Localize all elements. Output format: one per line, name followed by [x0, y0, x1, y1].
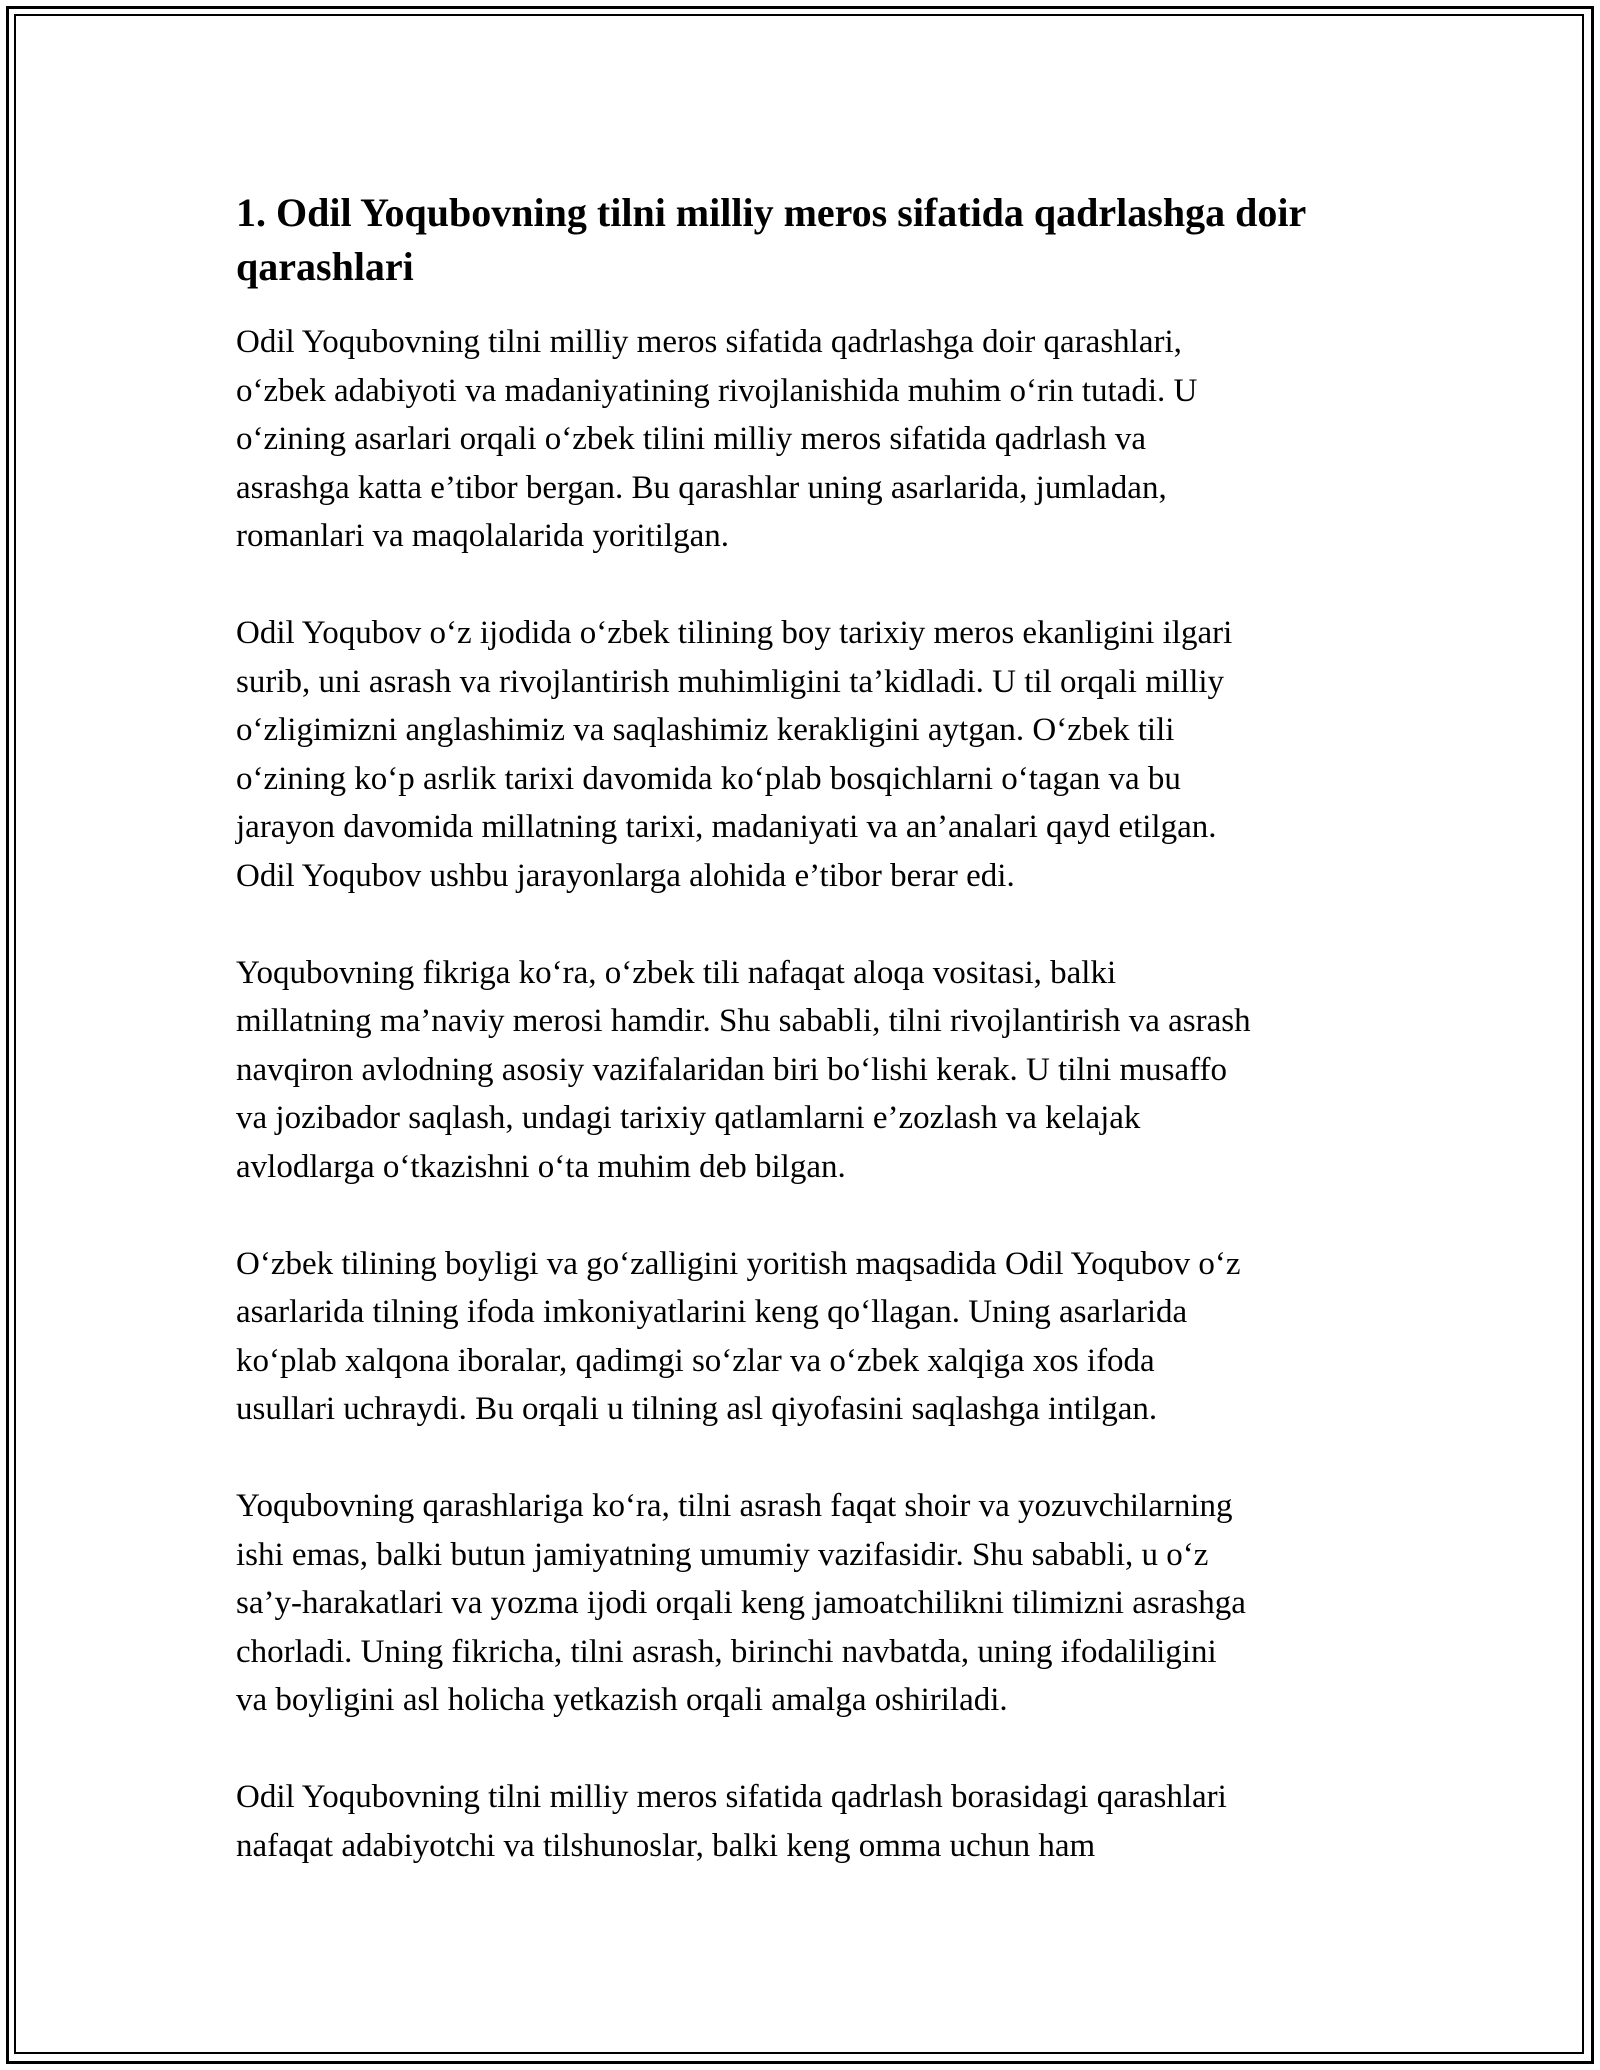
paragraph-2: Odil Yoqubov o‘z ijodida o‘zbek tilining boy tarixiy meros ekanligini ilgari surib, uni asrash va rivojlantirish muhimligini ta’kidladi. U til orqali milliy o‘zligimizni anglashimiz va saqlashimiz kerakligini aytgan. O‘zbek tili o‘zining ko‘p asrlik tarixi davomida ko‘plab bosqichlarni o‘tagan va bu jarayon davomida millatning tarixi, madaniyati va an’analari qayd etilgan. Odil Yoqubov ushbu jarayonlarga alohida e’tibor berar edi. — [236, 615, 1233, 894]
section-heading: 1. Odil Yoqubovning tilni milliy meros sifatida qadrlashga doir qarashlari — [236, 190, 1306, 289]
paragraph-3: Yoqubovning fikriga ko‘ra, o‘zbek tili nafaqat aloqa vositasi, balki millatning ma’naviy merosi hamdir. Shu sababli, tilni rivojlantirish va asrash navqiron avlodning asosiy vazifalaridan biri bo‘lishi kerak. U tilni musaffo va jozibador saqlash, undagi tarixiy qatlamlarni e’zozlash va kelajak avlodlarga o‘tkazishni o‘ta muhim deb bilgan. — [236, 954, 1251, 1185]
paragraph-4: O‘zbek tilining boyligi va go‘zalligini yoritish maqsadida Odil Yoqubov o‘z asarlarida tilning ifoda imkoniyatlarini keng qo‘llagan. Uning asarlarida ko‘plab xalqona iboralar, qadimgi so‘zlar va o‘zbek xalqiga xos ifoda usullari uchraydi. Bu orqali u tilning asl qiyofasini saqlashga intilgan. — [236, 1245, 1241, 1427]
paragraph-5: Yoqubovning qarashlariga ko‘ra, tilni asrash faqat shoir va yozuvchilarning ishi emas, balki butun jamiyatning umumiy vazifasidir. Shu sababli, u o‘z sa’y-harakatlari va yozma ijodi orqali keng jamoatchilikni tilimizni asrashga chorladi. Uning fikricha, tilni asrash, birinchi navbatda, uning ifodaliligini va boyligini asl holicha yetkazish orqali amalga oshiriladi. — [236, 1488, 1246, 1718]
paragraph-1: Odil Yoqubovning tilni milliy meros sifatida qadrlashga doir qarashlari, o‘zbek adabiyoti va madaniyatining rivojlanishida muhim o‘rin tutadi. U o‘zining asarlari orqali o‘zbek tilini milliy meros sifatida qadrlash va asrashga katta e’tibor bergan. Bu qarashlar uning asarlarida, jumladan, romanlari va maqolalarida yoritilgan. — [236, 324, 1198, 554]
paragraph-6: Odil Yoqubovning tilni milliy meros sifatida qadrlash borasidagi qarashlari nafaqat adabiyotchi va tilshunoslar, balki keng omma uchun ham — [236, 1779, 1227, 1864]
document-body — [236, 186, 1376, 1919]
